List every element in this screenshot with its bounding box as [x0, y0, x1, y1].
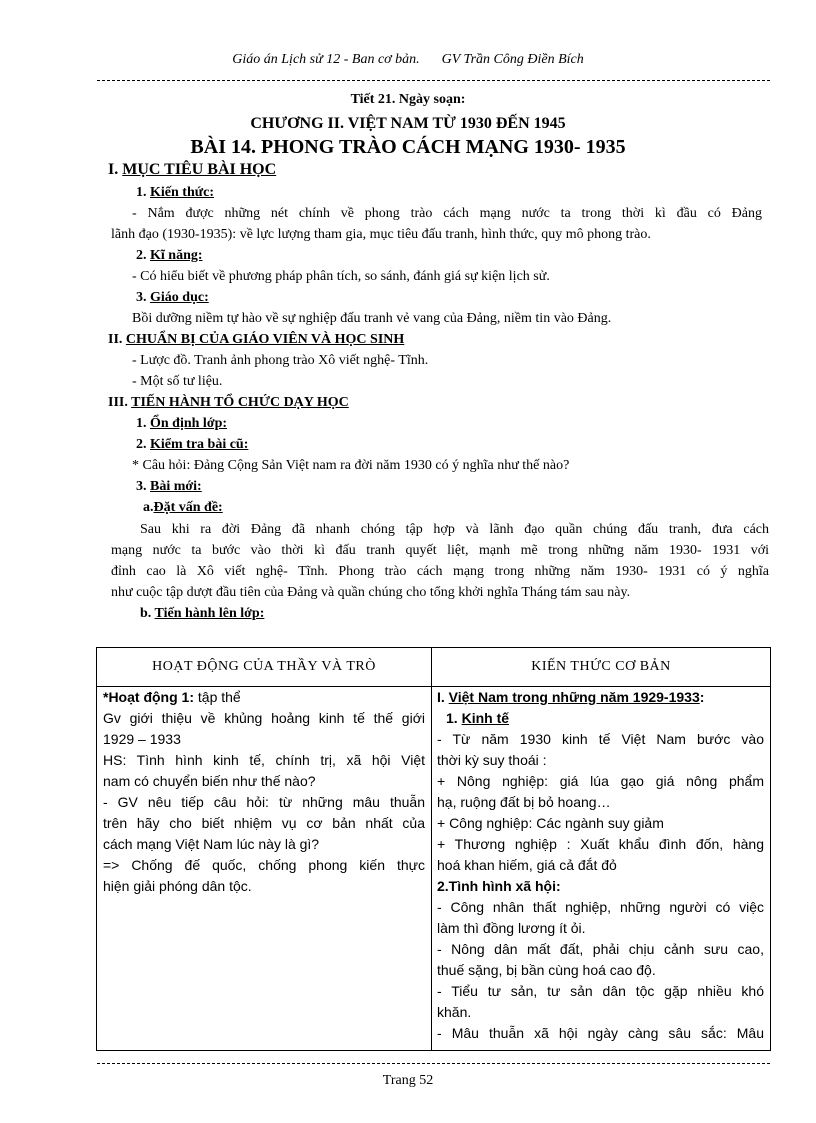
knowledge-line: - Công nhân thất nghiệp, những người có việc [437, 899, 764, 915]
knowledge-line: khăn. [437, 1004, 472, 1020]
education-text: Bồi dưỡng niềm tự hào về sự nghiệp đấu tranh vẻ vang của Đảng, niềm tin vào Đảng. [132, 311, 612, 326]
knowledge-line: hoá khan hiếm, giá cả đắt đỏ [437, 857, 617, 873]
activity-line: => Chống đế quốc, chống phong kiến thực [103, 857, 425, 873]
knowledge-line: làm thì đồng lương ít ỏi. [437, 920, 586, 936]
knowledge-line: - Tiểu tư sản, tư sản dân tộc gặp nhiều khó [437, 983, 764, 999]
class-stabilize-heading: 1. Ổn định lớp: [136, 416, 228, 431]
chapter-title: CHƯƠNG II. VIỆT NAM TỪ 1930 ĐẾN 1945 [250, 115, 566, 132]
prep-item-2: - Một số tư liệu. [132, 374, 223, 389]
activity-line: hiện giải phóng dân tộc. [103, 878, 252, 894]
skills-heading: 2. Kĩ năng: [136, 248, 203, 263]
col-header-knowledge: KIẾN THỨC CƠ BẢN [432, 648, 771, 687]
knowledge-line-2: lãnh đạo (1930-1935): về lực lượng tham gia, mục tiêu đấu tranh, hình thức, quy mô phong trào. [111, 227, 651, 242]
problem-line-4: như cuộc tập dượt đầu tiên của Đảng và quần chúng cho tổng khởi nghĩa Tháng tám sau này. [111, 585, 631, 600]
activity-line: nam có chuyển biến như thế nào? [103, 773, 316, 789]
page-number: Trang 52 [382, 1073, 434, 1088]
knowledge-line: + Nông nghiệp: giá lúa gạo giá nông phẩm [437, 773, 764, 789]
education-heading: 3. Giáo dục: [136, 290, 209, 305]
lesson-title: BÀI 14. PHONG TRÀO CÁCH MẠNG 1930- 1935 [190, 136, 626, 158]
lesson-period: Tiết 21. Ngày soạn: [350, 92, 466, 107]
problem-line-1: Sau khi ra đời Đảng đã nhanh chóng tập hợp và lãnh đạo quần chúng đấu tranh, đưa cách [140, 522, 769, 537]
activities-cell [97, 687, 432, 1051]
knowledge-line-1: - Nắm được những nét chính về phong trào cách mạng nước ta trong thời kì đầu có Đảng [132, 206, 762, 221]
problem-heading: a.Đặt vấn đề: [143, 500, 223, 515]
header-divider [97, 80, 770, 81]
knowledge-line: + Thương nghiệp : Xuất khẩu đình đốn, hàng [437, 836, 764, 852]
footer-divider [97, 1063, 770, 1064]
section3-heading: III. TIẾN HÀNH TỔ CHỨC DẠY HỌC [108, 395, 349, 410]
knowledge-line: + Công nghiệp: Các ngành suy giảm [437, 815, 664, 831]
header-subject: Giáo án Lịch sử 12 - Ban cơ bản. [232, 52, 420, 67]
activity-line: trên hãy cho biết nhiệm vụ cơ bản nhất của [103, 815, 425, 831]
skills-text: - Có hiểu biết về phương pháp phân tích, so sánh, đánh giá sự kiện lịch sử. [132, 269, 550, 284]
knowledge-line: thời kỳ suy thoái : [437, 752, 547, 768]
activity-line: - GV nêu tiếp câu hỏi: từ những mâu thuẫn [103, 794, 425, 810]
knowledge-cell [432, 687, 771, 1051]
knowledge-line: - Từ năm 1930 kinh tế Việt Nam bước vào [437, 731, 764, 747]
knowledge-heading: 1. Kiến thức: [136, 185, 215, 200]
new-lesson-heading: 3. Bài mới: [136, 479, 202, 494]
section1-heading: I. MỤC TIÊU BÀI HỌC [108, 161, 277, 178]
knowledge-line: thuế sặng, bị bần cùng hoá cao độ. [437, 962, 656, 978]
knowledge-line: - Nông dân mất đất, phải chịu cảnh sưu cao, [437, 941, 764, 957]
activity-line: HS: Tình hình kinh tế, chính trị, xã hội Việt [103, 752, 425, 768]
problem-line-3: đỉnh cao là Xô viết nghệ- Tĩnh. Phong trào cách mạng trong những năm 1930- 1931 có ý nghĩa [111, 564, 769, 579]
header-teacher: GV Trần Công Điền Bích [441, 52, 584, 67]
prep-item-1: - Lược đồ. Tranh ảnh phong trào Xô viết nghệ- Tĩnh. [132, 353, 429, 368]
economy-heading: 1. Kinh tế [446, 710, 510, 726]
col-header-activities: HOẠT ĐỘNG CỦA THẦY VÀ TRÒ [97, 648, 432, 687]
activity-line: cách mạng Việt Nam lúc này là gì? [103, 836, 320, 852]
section2-heading: II. CHUẨN BỊ CỦA GIÁO VIÊN VÀ HỌC SINH [108, 332, 405, 347]
problem-line-2: mạng nước ta bước vào thời kì đấu tranh quyết liệt, mạnh mẽ trong những năm 1930- 1931 với [111, 543, 769, 558]
knowledge-line: hạ, ruộng đất bị bỏ hoang… [437, 794, 611, 810]
knowledge-line: - Mâu thuẫn xã hội ngày càng sâu sắc: Mâu [437, 1025, 764, 1041]
lesson-table [96, 647, 771, 1051]
society-heading: 2.Tình hình xã hội: [437, 878, 561, 894]
page-header [0, 52, 816, 68]
review-heading: 2. Kiểm tra bài cũ: [136, 437, 249, 452]
review-question: * Câu hỏi: Đảng Cộng Sản Việt nam ra đời năm 1930 có ý nghĩa như thế nào? [132, 458, 570, 473]
activity-title: *Hoạt động 1: tập thể [103, 689, 241, 705]
knowledge-section-heading: I. Việt Nam trong những năm 1929-1933: [437, 689, 705, 705]
procedure-heading: b. Tiến hành lên lớp: [140, 606, 265, 621]
activity-line: Gv giới thiệu về khủng hoảng kinh tế thế giới [103, 710, 425, 726]
activity-line: 1929 – 1933 [103, 731, 181, 747]
